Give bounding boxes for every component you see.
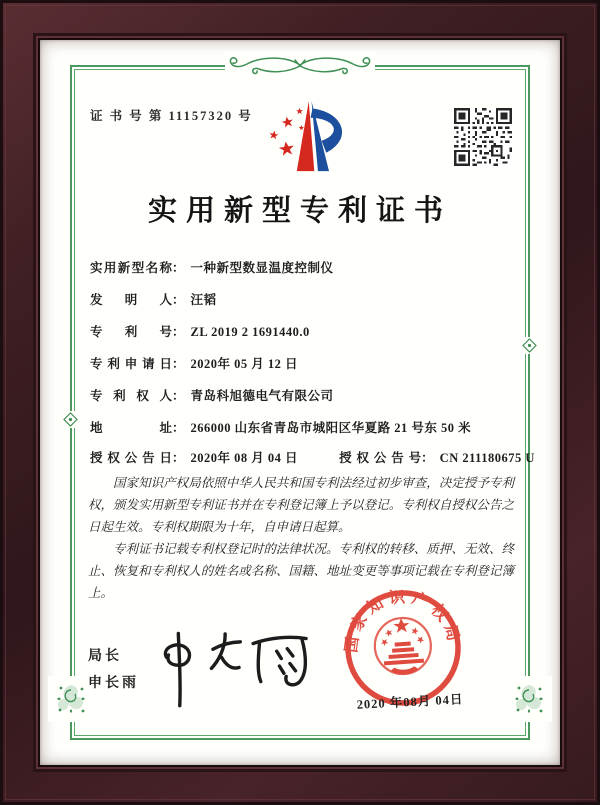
field-colon: ： (172, 389, 185, 403)
field-value: 汪韬 (190, 293, 217, 307)
certificate-paper (40, 40, 560, 765)
field-label: 专利申请日 (90, 357, 172, 371)
field-label: 授权公告号 (339, 451, 422, 465)
qr-code (454, 108, 512, 171)
corner-ornament-icon (506, 676, 552, 722)
grant-date-pair (90, 451, 298, 465)
certificate-title: 实用新型专利证书 (147, 195, 452, 227)
side-ornament-icon (521, 337, 538, 354)
national-emblem-icon (373, 616, 433, 676)
seal-date: 2020 年08月 04日 (356, 692, 464, 712)
field-colon: ： (172, 421, 185, 435)
side-ornament-icon (62, 411, 79, 428)
field-row-patent-no (90, 322, 310, 340)
field-label: 授权公告日 (90, 451, 172, 465)
field-row-grant (90, 448, 535, 466)
field-value: 青岛科旭德电气有限公司 (190, 389, 334, 403)
field-colon: ： (172, 293, 185, 307)
field-label: 专利号 (90, 325, 172, 339)
handwritten-signature-icon (150, 622, 323, 718)
field-colon: ： (172, 325, 185, 339)
field-row-name (90, 258, 334, 276)
director-title: 局长 (88, 649, 122, 664)
certificate-number: 证 书 号 第 11157320 号 (90, 109, 253, 123)
field-label: 专利权人 (90, 389, 172, 403)
field-value: ZL 2019 2 1691440.0 (190, 325, 310, 339)
grant-number-pair (339, 448, 535, 466)
legal-paragraph-1: 国家知识产权局依照中华人民共和国专利法经过初步审查，决定授予专利权，颁发实用新型专利证书并在专利登记簿上予以登记。专利权自授权公告之日起生效。专利权期限为十年，自申请日起算。 (88, 476, 514, 534)
field-value: 266000 山东省青岛市城阳区华夏路 21 号东 50 米 (190, 421, 472, 435)
field-row-patentee (90, 386, 334, 404)
cnipa-logo-icon (260, 96, 352, 185)
signoff-block (88, 643, 139, 697)
seal-ring-text: 国家知识产权局 (343, 588, 463, 654)
flourish-ornament-icon (225, 51, 375, 79)
field-label: 发明人 (90, 293, 172, 307)
field-row-filing-date (90, 354, 298, 372)
field-colon: ： (172, 451, 185, 465)
legal-paragraph-2: 专利证书记载专利权登记时的法律状况。专利权的转移、质押、无效、终止、恢复和专利权人的姓名或名称、国籍、地址变更等事项记载在专利登记簿上。 (88, 542, 514, 600)
director-name: 申长雨 (88, 676, 139, 691)
field-label: 实用新型名称 (90, 261, 172, 275)
field-value: 一种新型数显温度控制仪 (190, 261, 334, 275)
field-row-inventor (90, 290, 217, 308)
field-value: 2020年 08 月 04 日 (190, 451, 299, 465)
field-value: CN 211180675 U (439, 451, 535, 465)
field-value: 2020年 05 月 12 日 (190, 357, 299, 371)
field-row-address (90, 418, 471, 436)
field-label: 地址 (90, 421, 172, 435)
field-colon: ： (172, 261, 185, 275)
field-colon: ： (172, 357, 185, 371)
field-colon: ： (421, 451, 434, 465)
